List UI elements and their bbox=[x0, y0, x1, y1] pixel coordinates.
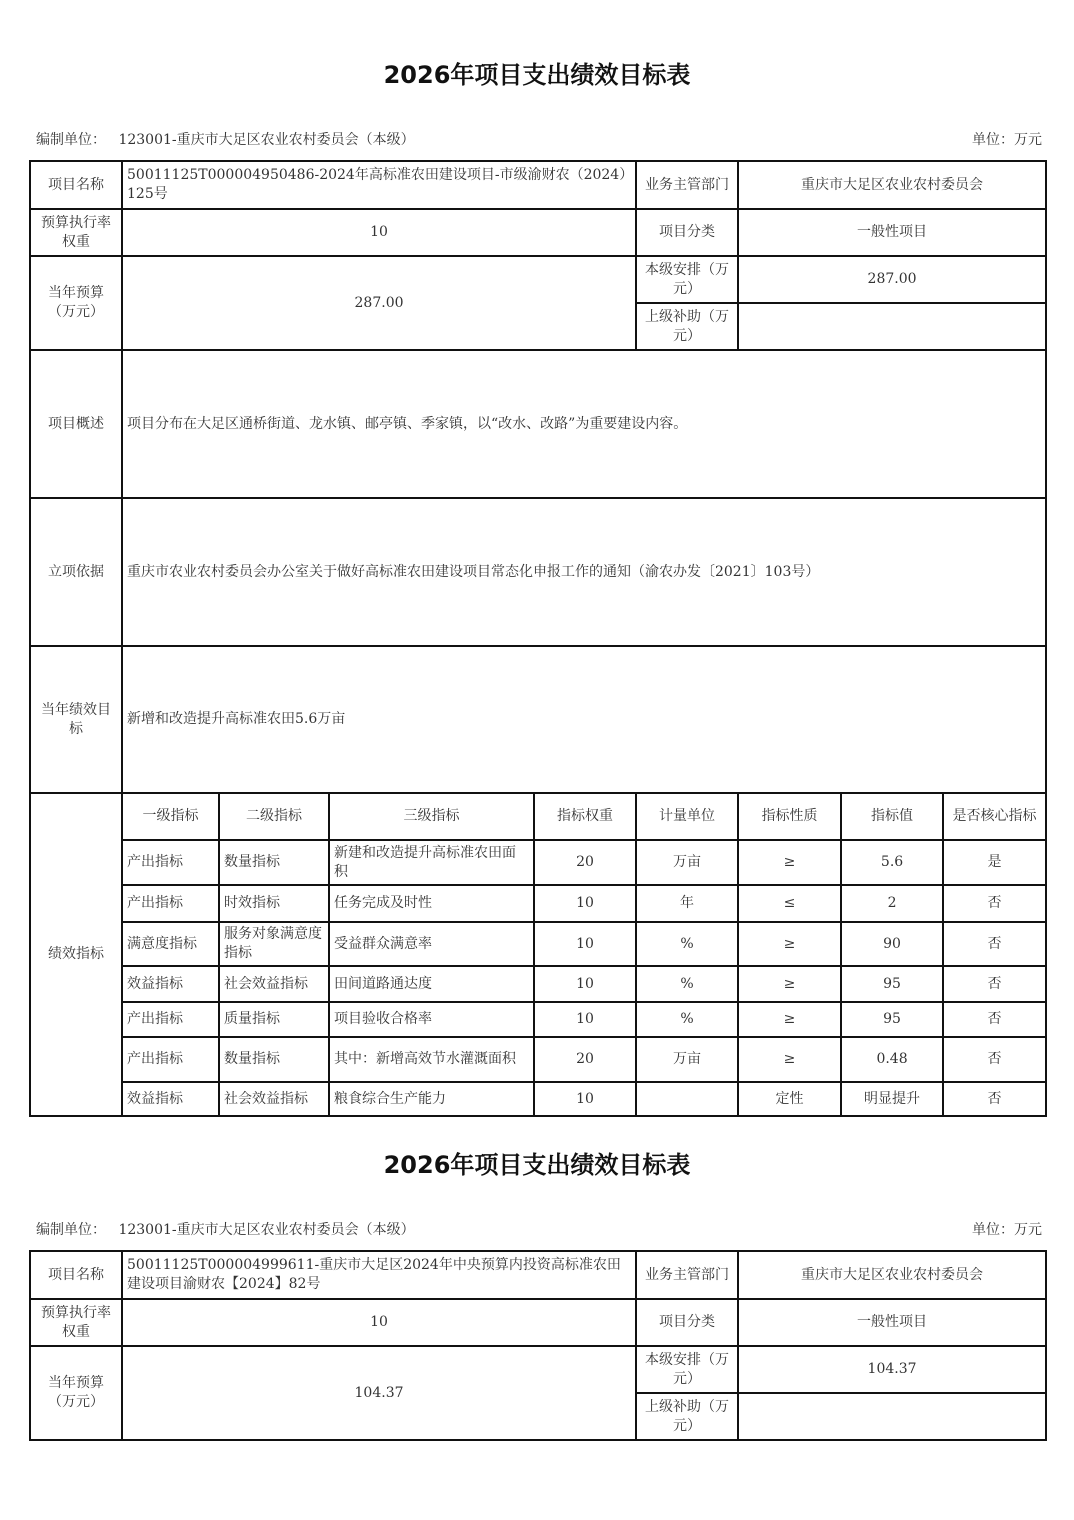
project-name-value: 50011125T000004999611-重庆市大足区2024年中央预算内投资高标准农田建设项目渝财农【2024】82号 bbox=[122, 1251, 636, 1299]
core-cell: 否 bbox=[943, 1037, 1046, 1082]
indicator-header-row bbox=[30, 793, 1046, 840]
indicators-label: 绩效指标 bbox=[30, 793, 122, 1116]
goal-value: 新增和改造提升高标准农田5.6万亩 bbox=[122, 646, 1046, 793]
overview-label: 项目概述 bbox=[30, 350, 122, 498]
core-cell: 否 bbox=[943, 922, 1046, 966]
indicator-row bbox=[30, 1037, 1046, 1082]
page-title: 2026年项目支出绩效目标表 bbox=[383, 61, 691, 89]
header-core: 是否核心指标 bbox=[943, 793, 1046, 840]
value-cell: 90 bbox=[841, 922, 943, 966]
level2-cell: 社会效益指标 bbox=[219, 1082, 329, 1116]
nature-cell: ≥ bbox=[738, 840, 841, 885]
header-nature: 指标性质 bbox=[738, 793, 841, 840]
page-title: 2026年项目支出绩效目标表 bbox=[383, 1151, 691, 1179]
unit-cell: 万亩 bbox=[636, 840, 738, 885]
unit-cell: % bbox=[636, 966, 738, 1002]
level2-cell: 社会效益指标 bbox=[219, 966, 329, 1002]
nature-cell: ≤ bbox=[738, 885, 841, 922]
unit-cell: % bbox=[636, 922, 738, 966]
value-cell: 明显提升 bbox=[841, 1082, 943, 1116]
report-meta bbox=[36, 129, 1042, 149]
report-meta bbox=[36, 1219, 1042, 1239]
level2-cell: 数量指标 bbox=[219, 1037, 329, 1082]
core-cell: 是 bbox=[943, 840, 1046, 885]
header-level2: 二级指标 bbox=[219, 793, 329, 840]
unit-cell: 万亩 bbox=[636, 1037, 738, 1082]
basis-label: 立项依据 bbox=[30, 498, 122, 646]
value-cell: 95 bbox=[841, 1002, 943, 1037]
level3-cell: 项目验收合格率 bbox=[329, 1002, 534, 1037]
nature-cell: ≥ bbox=[738, 1037, 841, 1082]
nature-cell: ≥ bbox=[738, 922, 841, 966]
level1-cell: 产出指标 bbox=[122, 1037, 219, 1082]
category-value: 一般性项目 bbox=[738, 1299, 1046, 1346]
upper-value bbox=[738, 303, 1046, 350]
compile-unit-value: 123001-重庆市大足区农业农村委员会（本级） bbox=[118, 1222, 415, 1238]
upper-label: 上级补助（万元） bbox=[636, 1393, 738, 1440]
core-cell: 否 bbox=[943, 885, 1046, 922]
category-label: 项目分类 bbox=[636, 1299, 738, 1346]
overview-value: 项目分布在大足区通桥街道、龙水镇、邮亭镇、季家镇，以“改水、改路”为重要建设内容。 bbox=[122, 350, 1046, 498]
dept-label: 业务主管部门 bbox=[636, 161, 738, 209]
budget-value: 104.37 bbox=[122, 1346, 636, 1440]
level3-cell: 受益群众满意率 bbox=[329, 922, 534, 966]
category-label: 项目分类 bbox=[636, 209, 738, 256]
indicator-row bbox=[30, 922, 1046, 966]
indicator-row bbox=[30, 1002, 1046, 1037]
nature-cell: 定性 bbox=[738, 1082, 841, 1116]
level3-cell: 任务完成及时性 bbox=[329, 885, 534, 922]
unit-cell: 年 bbox=[636, 885, 738, 922]
header-weight: 指标权重 bbox=[534, 793, 636, 840]
core-cell: 否 bbox=[943, 1002, 1046, 1037]
project-name-value: 50011125T000004950486-2024年高标准农田建设项目-市级渝财农（2024）125号 bbox=[122, 161, 636, 209]
indicator-row bbox=[30, 966, 1046, 1002]
unit-label: 单位：万元 bbox=[972, 1222, 1042, 1238]
performance-target-table bbox=[29, 1250, 1047, 1441]
level3-cell: 粮食综合生产能力 bbox=[329, 1082, 534, 1116]
level2-cell: 质量指标 bbox=[219, 1002, 329, 1037]
dept-label: 业务主管部门 bbox=[636, 1251, 738, 1299]
header-level3: 三级指标 bbox=[329, 793, 534, 840]
category-value: 一般性项目 bbox=[738, 209, 1046, 256]
weight-cell: 10 bbox=[534, 1082, 636, 1116]
indicator-row bbox=[30, 885, 1046, 922]
core-cell: 否 bbox=[943, 966, 1046, 1002]
unit-label: 单位：万元 bbox=[972, 132, 1042, 148]
value-cell: 0.48 bbox=[841, 1037, 943, 1082]
level2-cell: 服务对象满意度指标 bbox=[219, 922, 329, 966]
compile-unit-value: 123001-重庆市大足区农业农村委员会（本级） bbox=[118, 132, 415, 148]
weight-cell: 10 bbox=[534, 1002, 636, 1037]
budget-label: 当年预算（万元） bbox=[30, 256, 122, 350]
weight-cell: 20 bbox=[534, 840, 636, 885]
compile-unit-label: 编制单位： bbox=[36, 132, 106, 148]
compile-unit-label: 编制单位： bbox=[36, 1222, 106, 1238]
weight-cell: 10 bbox=[534, 922, 636, 966]
level1-cell: 产出指标 bbox=[122, 885, 219, 922]
level1-cell: 效益指标 bbox=[122, 1082, 219, 1116]
weight-cell: 10 bbox=[534, 885, 636, 922]
header-unit: 计量单位 bbox=[636, 793, 738, 840]
level1-cell: 产出指标 bbox=[122, 1002, 219, 1037]
dept-value: 重庆市大足区农业农村委员会 bbox=[738, 161, 1046, 209]
exec-weight-label: 预算执行率权重 bbox=[30, 1299, 122, 1346]
local-value: 287.00 bbox=[738, 256, 1046, 303]
dept-value: 重庆市大足区农业农村委员会 bbox=[738, 1251, 1046, 1299]
project-name-label: 项目名称 bbox=[30, 161, 122, 209]
level3-cell: 其中：新增高效节水灌溉面积 bbox=[329, 1037, 534, 1082]
local-label: 本级安排（万元） bbox=[636, 1346, 738, 1393]
weight-cell: 20 bbox=[534, 1037, 636, 1082]
nature-cell: ≥ bbox=[738, 1002, 841, 1037]
value-cell: 2 bbox=[841, 885, 943, 922]
upper-value bbox=[738, 1393, 1046, 1440]
value-cell: 95 bbox=[841, 966, 943, 1002]
weight-cell: 10 bbox=[534, 966, 636, 1002]
level3-cell: 新建和改造提升高标准农田面积 bbox=[329, 840, 534, 885]
local-label: 本级安排（万元） bbox=[636, 256, 738, 303]
performance-target-table bbox=[29, 160, 1047, 1117]
nature-cell: ≥ bbox=[738, 966, 841, 1002]
level3-cell: 田间道路通达度 bbox=[329, 966, 534, 1002]
level1-cell: 效益指标 bbox=[122, 966, 219, 1002]
budget-value: 287.00 bbox=[122, 256, 636, 350]
indicator-row bbox=[30, 840, 1046, 885]
exec-weight-label: 预算执行率权重 bbox=[30, 209, 122, 256]
exec-weight-value: 10 bbox=[122, 1299, 636, 1346]
level1-cell: 产出指标 bbox=[122, 840, 219, 885]
budget-label: 当年预算（万元） bbox=[30, 1346, 122, 1440]
goal-label: 当年绩效目标 bbox=[30, 646, 122, 793]
upper-label: 上级补助（万元） bbox=[636, 303, 738, 350]
header-level1: 一级指标 bbox=[122, 793, 219, 840]
exec-weight-value: 10 bbox=[122, 209, 636, 256]
level2-cell: 时效指标 bbox=[219, 885, 329, 922]
value-cell: 5.6 bbox=[841, 840, 943, 885]
local-value: 104.37 bbox=[738, 1346, 1046, 1393]
basis-value: 重庆市农业农村委员会办公室关于做好高标准农田建设项目常态化申报工作的通知（渝农办发〔2021〕103号） bbox=[122, 498, 1046, 646]
level1-cell: 满意度指标 bbox=[122, 922, 219, 966]
unit-cell bbox=[636, 1082, 738, 1116]
core-cell: 否 bbox=[943, 1082, 1046, 1116]
level2-cell: 数量指标 bbox=[219, 840, 329, 885]
header-value: 指标值 bbox=[841, 793, 943, 840]
unit-cell: % bbox=[636, 1002, 738, 1037]
indicator-row bbox=[30, 1082, 1046, 1116]
project-name-label: 项目名称 bbox=[30, 1251, 122, 1299]
